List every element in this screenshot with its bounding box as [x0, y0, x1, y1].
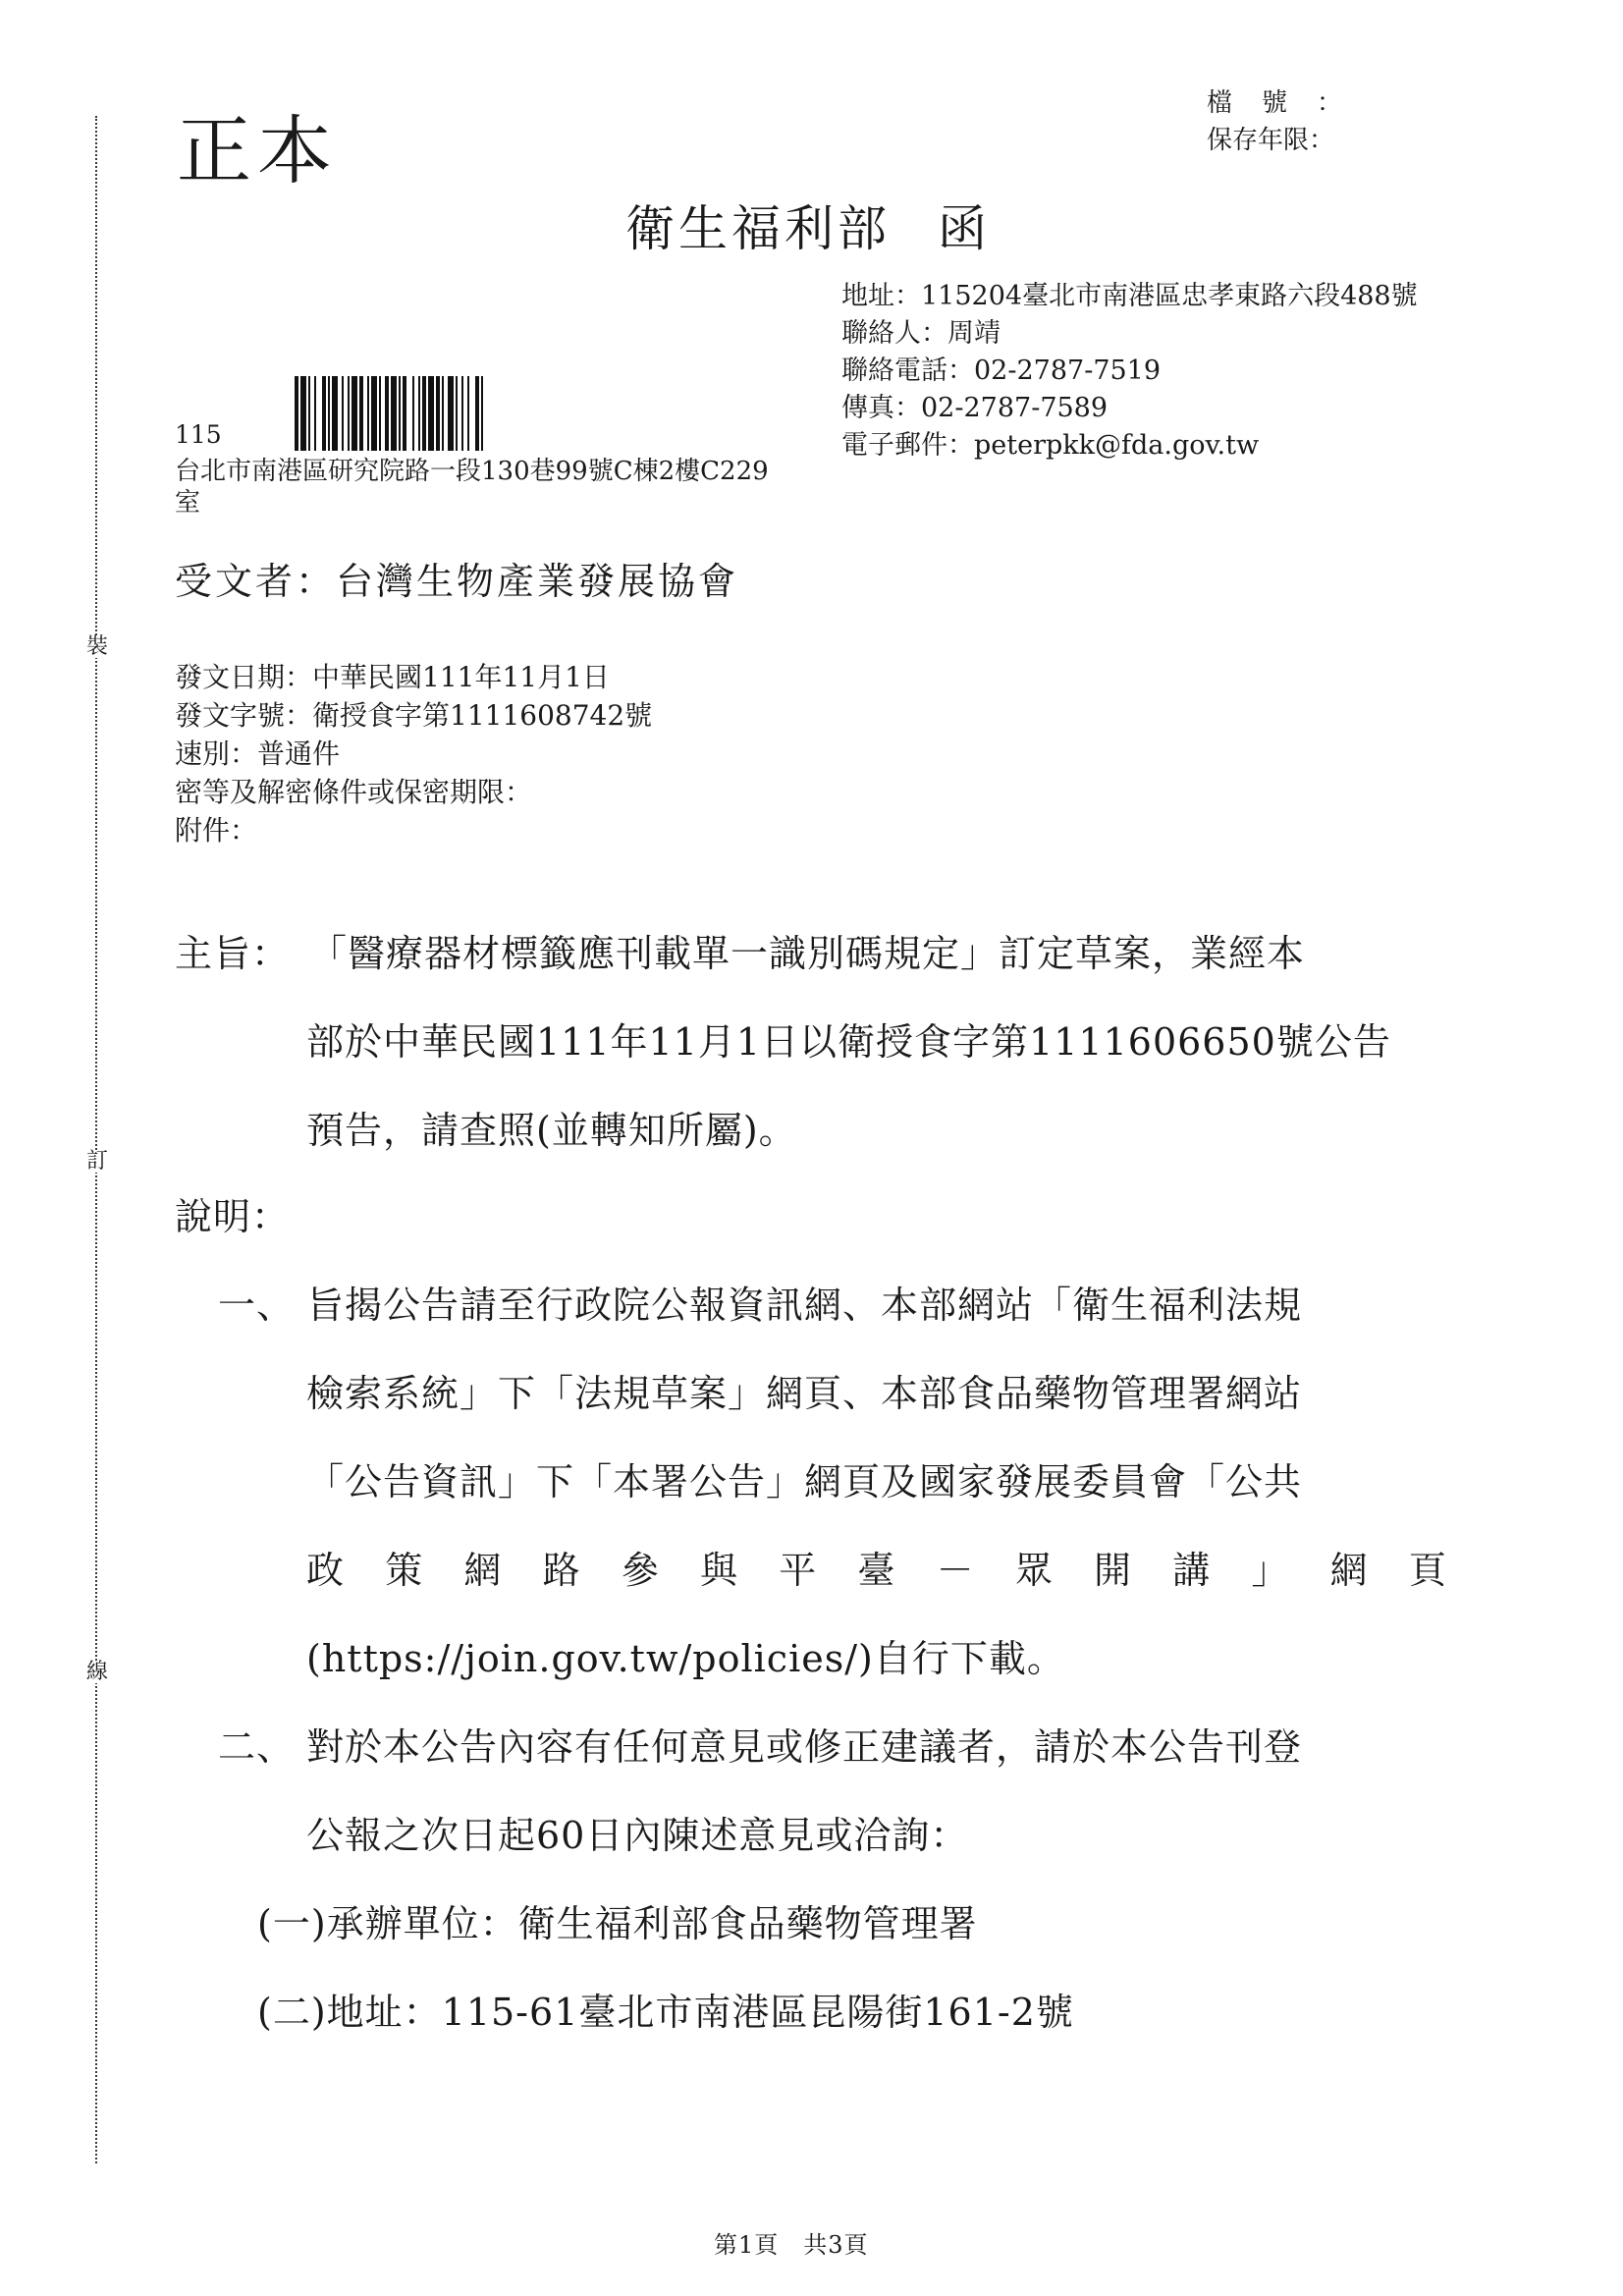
document-number: 發文字號：衛授食字第1111608742號	[175, 699, 653, 732]
sender-fax: 傳真：02-2787-7589	[841, 393, 1109, 423]
subject-label: 主旨：	[175, 932, 291, 975]
item-line: 檢索系統」下「法規草案」網頁、本部食品藥物管理署網站	[306, 1372, 1303, 1415]
item-char: 眾	[1014, 1549, 1054, 1592]
page-number: 第1頁 共3頁	[714, 2231, 869, 2259]
sender-address: 地址：115204臺北市南港區忠孝東路六段488號	[841, 281, 1418, 311]
recipient: 受文者：台灣生物產業發展協會	[175, 560, 739, 603]
item-char: －	[936, 1549, 975, 1592]
item-line: 「公告資訊」下「本署公告」網頁及國家發展委員會「公共	[306, 1460, 1303, 1503]
item-char: 開	[1094, 1549, 1133, 1592]
item-char: 與	[700, 1549, 739, 1592]
document-title	[625, 190, 991, 260]
item-char: 」	[1251, 1549, 1290, 1592]
item-number: 二、	[218, 1725, 296, 1769]
sender-info	[841, 278, 1418, 465]
original-copy-stamp: 正本	[177, 107, 338, 194]
explanation-label: 說明：	[175, 1195, 291, 1238]
item-char: 臺	[857, 1549, 896, 1592]
item-char: 頁	[1408, 1549, 1447, 1592]
subitem-office: (一)承辦單位：衛生福利部食品藥物管理署	[257, 1902, 978, 1945]
item-line: 對於本公告內容有任何意見或修正建議者，請於本公告刊登	[306, 1725, 1303, 1769]
item-number: 一、	[218, 1284, 296, 1327]
delivery-speed: 速別：普通件	[175, 738, 341, 770]
issue-date: 發文日期：中華民國111年11月1日	[175, 661, 610, 693]
secrecy-level: 密等及解密條件或保密期限：	[175, 776, 533, 808]
item-line: 旨揭公告請至行政院公報資訊網、本部網站「衛生福利法規	[306, 1284, 1303, 1327]
item-char: 策	[385, 1549, 424, 1592]
subject-line: 部於中華民國111年11月1日以衛授食字第1111606650號公告	[306, 1020, 1391, 1064]
sender-email: 電子郵件：peterpkk@fda.gov.tw	[841, 430, 1260, 461]
binding-mark-zhuang: 裝	[86, 634, 109, 659]
receiver-address	[175, 456, 769, 519]
file-number-label: 檔號：	[1207, 88, 1373, 118]
subject-line: 「醫療器材標籤應刊載單一識別碼規定」訂定草案，業經本	[309, 932, 1306, 975]
binding-mark-xian: 線	[86, 1660, 109, 1684]
sender-contact: 聯絡人：周靖	[841, 318, 1001, 349]
item-char: 網	[463, 1549, 503, 1592]
document-meta	[175, 658, 652, 849]
item-char: 平	[779, 1549, 818, 1592]
subject-line: 預告，請查照(並轉知所屬)。	[306, 1109, 797, 1152]
retention-period-label: 保存年限：	[1207, 126, 1335, 155]
item-char: 政	[306, 1549, 346, 1592]
item-char: 講	[1172, 1549, 1212, 1592]
file-info	[1207, 84, 1372, 159]
binding-mark-ding: 訂	[86, 1149, 109, 1174]
sender-phone: 聯絡電話：02-2787-7519	[841, 355, 1162, 386]
agency-name: 衛生福利部	[625, 200, 891, 257]
item-line-justified	[306, 1540, 1447, 1594]
attachments: 附件：	[175, 814, 258, 847]
item-line: 公報之次日起60日內陳述意見或洽詢：	[306, 1814, 969, 1857]
item-line: (https://join.gov.tw/policies/)自行下載。	[306, 1637, 1065, 1680]
binding-line	[95, 116, 97, 2163]
item-char: 網	[1329, 1549, 1369, 1592]
receiver-zip: 115	[175, 420, 222, 449]
item-char: 路	[542, 1549, 581, 1592]
barcode-bar	[483, 376, 485, 451]
item-char: 參	[621, 1549, 660, 1592]
postal-barcode	[295, 376, 668, 451]
document-type: 函	[938, 200, 991, 257]
receiver-address-line1: 台北市南港區研究院路一段130巷99號C棟2樓C229	[175, 457, 769, 486]
subitem-address: (二)地址：115-61臺北市南港區昆陽街161-2號	[257, 1991, 1074, 2034]
receiver-address-line2: 室	[175, 488, 201, 518]
